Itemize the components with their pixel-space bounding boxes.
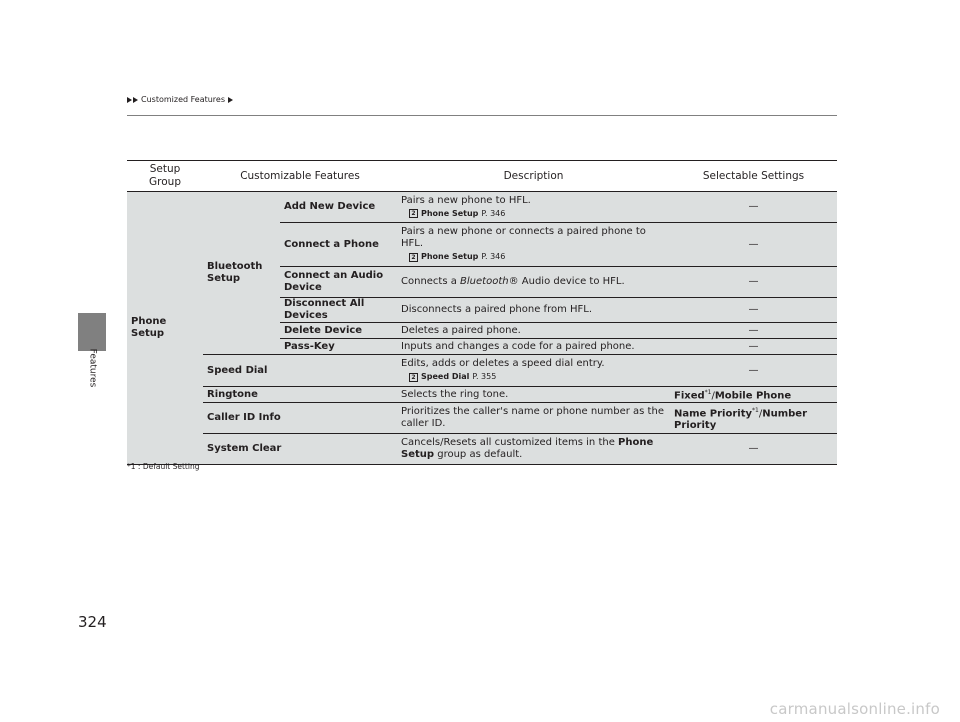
table-row <box>127 192 837 223</box>
table-header-row <box>127 161 837 192</box>
feature-name: Delete Device <box>280 323 397 339</box>
cross-reference[interactable] <box>401 371 666 383</box>
footnote: *1 : Default Setting <box>127 462 200 471</box>
feature-name: Caller ID Info <box>203 403 397 434</box>
registered-mark: ® <box>508 276 519 287</box>
setting-option: Name Priority <box>674 407 753 419</box>
setup-group-cell: Phone Setup <box>127 192 203 465</box>
feature-description <box>397 192 670 223</box>
bluetooth-brand-text: Bluetooth <box>460 276 509 287</box>
selectable-setting: — <box>670 192 837 223</box>
description-text: Pairs a new phone to HFL. <box>401 194 531 206</box>
feature-name: Connect a Phone <box>280 223 397 267</box>
reference-title[interactable]: Phone Setup <box>421 252 479 261</box>
description-text: Cancels/Resets all customized items in the <box>401 437 619 449</box>
customizable-features-table <box>127 160 837 465</box>
feature-description: Selects the ring tone. <box>397 387 670 403</box>
breadcrumb-arrow-icon <box>127 97 132 103</box>
description-text: Edits, adds or deletes a speed dial entry. <box>401 358 605 369</box>
watermark: carmanualsonline.info <box>769 700 940 718</box>
reference-page[interactable]: P. 346 <box>481 252 506 261</box>
cross-reference[interactable] <box>401 251 666 263</box>
chapter-label <box>78 343 106 393</box>
selectable-setting: — <box>670 323 837 339</box>
feature-name: Add New Device <box>280 192 397 223</box>
feature-name: Connect an Audio Device <box>280 267 397 298</box>
selectable-setting: — <box>670 339 837 355</box>
feature-description: Prioritizes the caller's name or phone number as the caller ID. <box>397 403 670 434</box>
table-row <box>127 355 837 387</box>
selectable-setting <box>670 387 837 403</box>
feature-description <box>397 434 670 465</box>
reference-title[interactable]: Phone Setup <box>421 208 479 218</box>
description-text: group as default. <box>434 449 523 461</box>
cross-reference[interactable] <box>401 208 666 220</box>
reference-arrow-icon: 2 <box>409 209 418 218</box>
feature-name: System Clear <box>203 434 397 465</box>
reference-arrow-icon: 2 <box>409 373 418 382</box>
reference-title[interactable]: Speed Dial <box>421 372 470 381</box>
selectable-setting: — <box>670 267 837 298</box>
feature-description: Deletes a paired phone. <box>397 323 670 339</box>
subgroup-cell: Bluetooth Setup <box>203 192 280 355</box>
table-row <box>127 387 837 403</box>
header-setup-group: Setup Group <box>127 161 203 192</box>
table-row <box>127 403 837 434</box>
breadcrumb-link[interactable]: Customized Features <box>141 95 226 104</box>
breadcrumb-arrow-icon <box>133 97 138 103</box>
feature-description <box>397 355 670 387</box>
header-rule <box>127 115 837 116</box>
feature-description: Disconnects a paired phone from HFL. <box>397 298 670 323</box>
breadcrumb-arrow-icon <box>228 97 233 103</box>
setting-option: Number Priority <box>674 407 808 431</box>
setting-separator: / <box>758 407 763 419</box>
chapter-label-text: Features <box>87 348 98 388</box>
feature-name: Ringtone <box>203 387 397 403</box>
setting-option: Fixed <box>674 390 705 402</box>
setting-separator: / <box>711 390 715 402</box>
feature-name: Speed Dial <box>203 355 397 387</box>
description-text: Connects a <box>401 276 461 287</box>
header-selectable-settings: Selectable Settings <box>670 161 837 192</box>
selectable-setting: — <box>670 355 837 387</box>
header-description: Description <box>397 161 670 192</box>
feature-name: Disconnect All Devices <box>280 298 397 323</box>
description-bold-text: Phone Setup <box>401 437 654 461</box>
table-row <box>127 434 837 465</box>
default-marker: *1 <box>704 389 712 396</box>
page-number: 324 <box>78 613 107 631</box>
feature-description <box>397 223 670 267</box>
selectable-setting <box>670 403 837 434</box>
header-customizable-features: Customizable Features <box>203 161 397 192</box>
default-marker: *1 <box>752 406 759 414</box>
feature-name: Pass-Key <box>280 339 397 355</box>
feature-description <box>397 267 670 298</box>
setting-option: Mobile Phone <box>714 390 792 402</box>
reference-page[interactable]: P. 346 <box>481 208 506 218</box>
selectable-setting: — <box>670 223 837 267</box>
description-text: Audio device to HFL. <box>518 276 625 287</box>
breadcrumb <box>127 95 234 104</box>
selectable-setting: — <box>670 434 837 465</box>
description-text: Pairs a new phone or connects a paired phone to HFL. <box>401 226 646 249</box>
reference-page[interactable]: P. 355 <box>472 372 497 381</box>
reference-arrow-icon: 2 <box>409 253 418 262</box>
feature-description: Inputs and changes a code for a paired phone. <box>397 339 670 355</box>
selectable-setting: — <box>670 298 837 323</box>
